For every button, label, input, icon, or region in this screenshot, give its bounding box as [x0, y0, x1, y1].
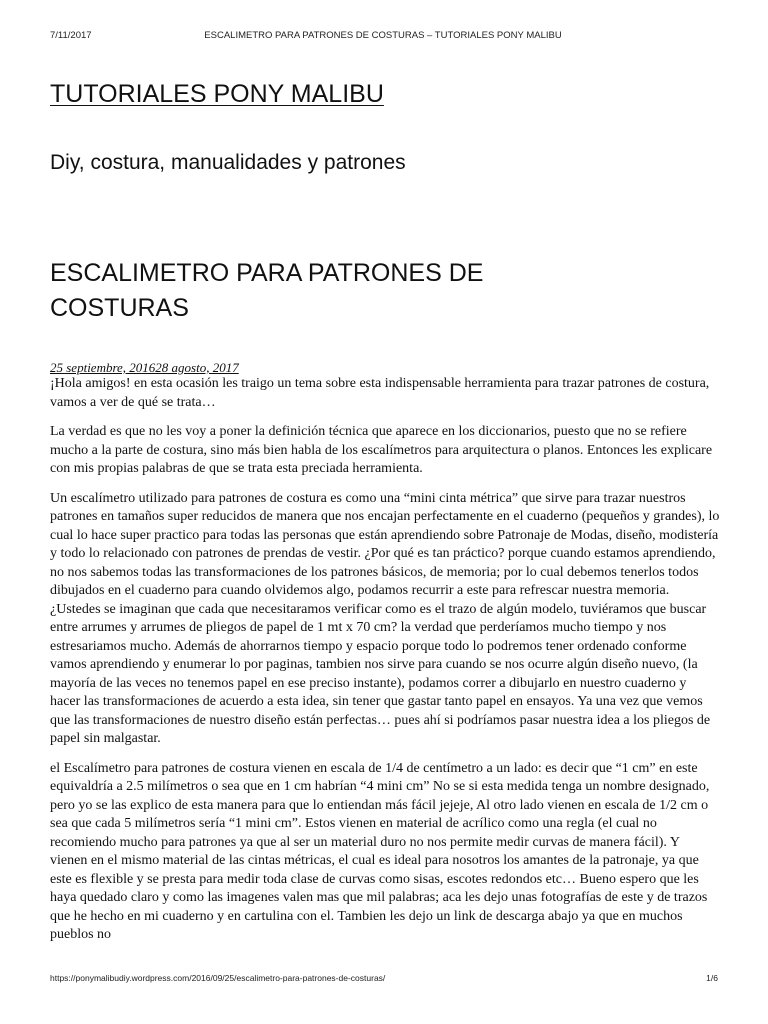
post-title: ESCALIMETRO PARA PATRONES DE COSTURAS: [50, 259, 484, 322]
site-tagline: Diy, costura, manualidades y patrones: [50, 151, 406, 174]
print-header: [50, 30, 716, 44]
post-paragraph: Un escalímetro utilizado para patrones de costura es como una “mini cinta métrica” que sirve para trazar nuestros patrones en tamaños super reducidos de manera que nos encajan perfectamente en el cuaderno (pequeños y grandes), lo cual lo hace super practico para todas las personas que están aprendiendo sobre Patronaje de Modas, diseño, modistería y todo lo relacionado con patrones de prendas de vestir. ¿Por qué es tan práctico? porque cuando estamos aprendiendo, no nos sabemos todas las transformaciones de los patrones básicos, de memoria; por lo cual debemos tenerlos todos dibujados en el cuaderno para cuando olvidemos algo, podamos recurrir a este para refrescar nuestra memoria. ¿Ustedes se imaginan que cada que necesitaramos verificar como es el trazo de algún modelo, tuviéramos que buscar entre arrumes y arrumes de pliegos de papel de 1 mt x 70 cm? la verdad que perderíamos mucho tiempo y nos estresariamos mucho. Además de ahorrarnos tiempo y espacio porque todo lo podremos tener ordenado conforme vamos aprendiendo y enumerar lo por paginas, tambien nos sirve para cuando se nos ocurre algún diseño nuevo, (la mayoría de las veces no tenemos papel en ese preciso instante), podamos correr a dibujarlo en nuestro cuaderno y hacer las transformaciones de acuerdo a esta idea, sin tener que gastar tanto papel en ensayos. Ya una vez que vemos que las transformaciones de nuestro diseño están perfectas… pues ahí si podríamos pasar nuestra idea a los pliegos de papel sin malgastar.: [50, 490, 720, 746]
post-date-link[interactable]: 25 septiembre, 201628 agosto, 2017: [50, 360, 239, 375]
print-url: https://ponymalibudiy.wordpress.com/2016/09/25/escalimetro-para-patrones-de-costuras/: [50, 973, 386, 983]
site-title-link[interactable]: TUTORIALES PONY MALIBU: [50, 80, 384, 108]
post-paragraph: el Escalímetro para patrones de costura vienen en escala de 1/4 de centímetro a un lado: es decir que “1 cm” en este equivaldría a 2.5 milímetros o sea que en 1 cm habrían “4 mini cm” No se si esta medida tenga un nombre designado, pero yo se las explico de esta manera para que lo entiendan más fácil jejeje, Al otro lado vienen en escala de 1/2 cm o sea que cada 5 milímetros sería “1 mini cm”. Estos vienen en material de acrílico como una regla (el cual no recomiendo mucho para patrones ya que al ser un material duro no nos permite medir curvas de manera fácil). Y vienen en el mismo material de las cintas métricas, el cual es ideal para nosotros los amantes de la patronaje, ya que este es flexible y se presta para medir toda clase de curvas como sisas, escotes redondos etc… Bueno espero que les haya quedado claro y como las imagenes valen mas que mil palabras; aca les dejo unas fotografías de este y de trazos que he hecho en mi cuaderno y en cartulina con el. Tambien les dejo un link de descarga abajo ya que en muchos pueblos no: [50, 760, 710, 942]
page-number: 1/6: [706, 973, 718, 983]
post-paragraph: ¡Hola amigos! en esta ocasión les traigo un tema sobre esta indispensable herramienta para trazar patrones de costura, vamos a ver de qué se trata…: [50, 376, 710, 410]
post-body: [50, 375, 720, 956]
post-paragraph: La verdad es que no les voy a poner la definición técnica que aparece en los diccionarios, puesto que no se refiere mucho a la parte de costura, sino más bien habla de los escalímetros para arquitectura o planos. Entonces les explicare con mis propias palabras de que se trata esta preciada herramienta.: [50, 424, 713, 476]
print-date: 7/11/2017: [50, 30, 92, 41]
print-page-title: ESCALIMETRO PARA PATRONES DE COSTURAS – TUTORIALES PONY MALIBU: [204, 30, 562, 41]
